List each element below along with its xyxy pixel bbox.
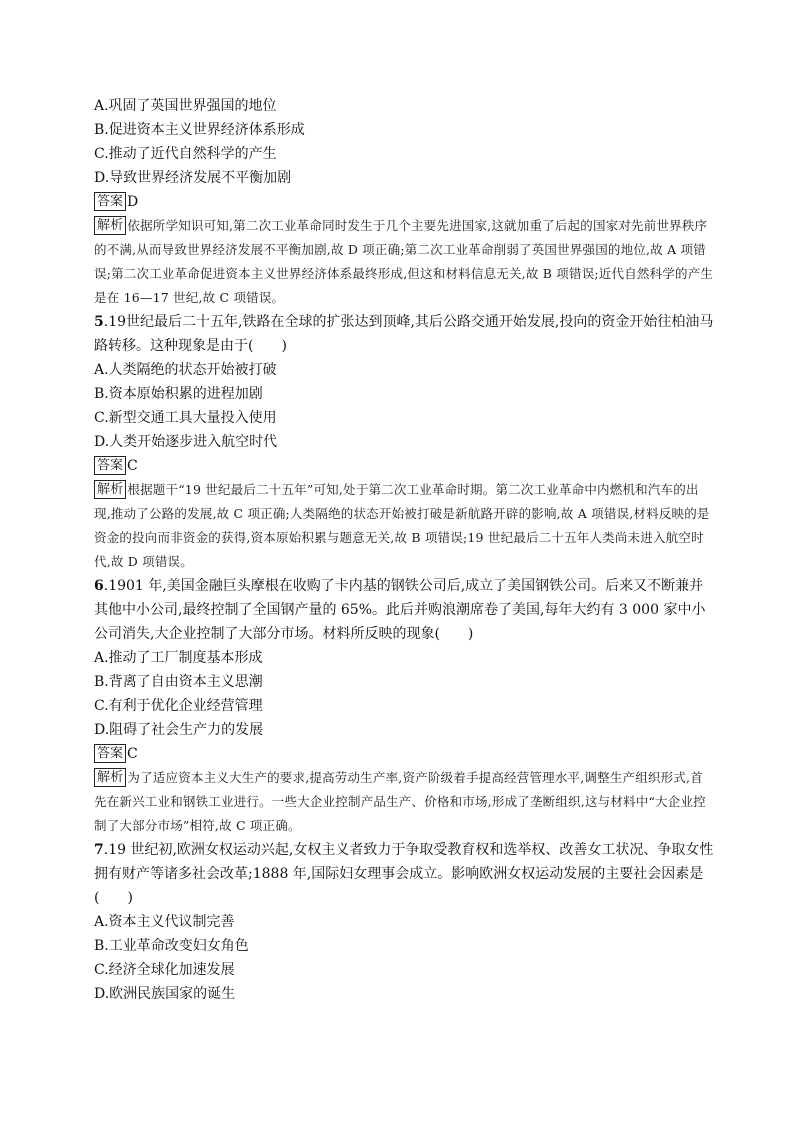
- answer-value: C: [127, 746, 138, 762]
- option-a: A.资本主义代议制完善: [94, 914, 235, 930]
- question-number: 7: [94, 842, 104, 858]
- question-number: 6: [94, 578, 104, 594]
- analysis-text: 根据题干“19 世纪最后二十五年”可知,处于第二次工业革命时期。第二次工业革命中内燃机和汽车的出现,推动了公路的发展,故 C 项正确;人类隔绝的状态开始被打破是新航路开辟的影响,故 A 项错误,材料反映的是资金的投向而非资金的获得,资本原始积累与题意无关,故 B 项错误;19 世纪最后二十五年人类尚未进入航空时代,故 D 项错误。: [94, 482, 710, 569]
- analysis-tag: 解析: [94, 768, 126, 787]
- question-4-continuation: [94, 94, 714, 310]
- analysis-text: 依据所学知识可知,第二次工业革命同时发生于几个主要先进国家,这就加重了后起的国家对先前世界秩序的不满,从而导致世界经济发展不平衡加剧,故 D 项正确;第二次工业革命削弱了英国世界强国的地位,故 A 项错误;第二次工业革命促进资本主义世界经济体系最终形成,但这和材料信息无关,故 B 项错误;近代自然科学的产生是在 16—17 世纪,故 C 项错误。: [94, 218, 714, 305]
- answer-row: [94, 190, 714, 214]
- question-text: .19 世纪初,欧洲女权运动兴起,女权主义者致力于争取受教育权和选举权、改善女工状况、争取女性拥有财产等诸多社会改革;1888 年,国际妇女理事会成立。影响欧洲女权运动发展的主要社会因素是( ): [94, 842, 714, 906]
- analysis-row: [94, 478, 714, 574]
- option-c: C.经济全球化加速发展: [94, 962, 235, 978]
- option-a: A.人类隔绝的状态开始被打破: [94, 362, 277, 378]
- option-d: D.欧洲民族国家的诞生: [94, 986, 236, 1002]
- question-7: [94, 838, 714, 1006]
- analysis-tag: 解析: [94, 216, 126, 235]
- question-stem: [94, 310, 714, 358]
- answer-value: D: [127, 194, 139, 210]
- answer-tag: 答案: [94, 192, 126, 211]
- option-c: C.推动了近代自然科学的产生: [94, 146, 277, 162]
- question-number: 5: [94, 314, 104, 330]
- option-b: B.工业革命改变妇女角色: [94, 938, 249, 954]
- question-stem: [94, 838, 714, 910]
- answer-value: C: [127, 458, 138, 474]
- question-stem: [94, 574, 714, 646]
- option-c: C.有利于优化企业经营管理: [94, 698, 263, 714]
- document-page: [94, 94, 714, 1006]
- option-b: B.促进资本主义世界经济体系形成: [94, 122, 305, 138]
- question-6: [94, 574, 714, 838]
- question-text: .19世纪最后二十五年,铁路在全球的扩张达到顶峰,其后公路交通开始发展,投向的资金开始往柏油马路转移。这种现象是由于( ): [94, 314, 714, 354]
- answer-row: [94, 742, 714, 766]
- question-text: .1901 年,美国金融巨头摩根在收购了卡内基的钢铁公司后,成立了美国钢铁公司。后来又不断兼并其他中小公司,最终控制了全国钢产量的 65%。此后并购浪潮席卷了美国,每年大约有 3 000 家中小公司消失,大企业控制了大部分市场。材料所反映的现象( ): [94, 578, 706, 642]
- answer-tag: 答案: [94, 456, 126, 475]
- question-5: [94, 310, 714, 574]
- option-d: D.导致世界经济发展不平衡加剧: [94, 170, 292, 186]
- answer-tag: 答案: [94, 744, 126, 763]
- option-a: A.巩固了英国世界强国的地位: [94, 98, 277, 114]
- analysis-tag: 解析: [94, 480, 126, 499]
- option-d: D.阻碍了社会生产力的发展: [94, 722, 264, 738]
- analysis-text: 为了适应资本主义大生产的要求,提高劳动生产率,资产阶级着手提高经营管理水平,调整生产组织形式,首先在新兴工业和钢铁工业进行。一些大企业控制产品生产、价格和市场,形成了垄断组织,这与材料中“大企业控制了大部分市场”相符,故 C 项正确。: [94, 770, 706, 833]
- option-d: D.人类开始逐步进入航空时代: [94, 434, 278, 450]
- answer-row: [94, 454, 714, 478]
- analysis-row: [94, 214, 714, 310]
- option-b: B.背离了自由资本主义思潮: [94, 674, 263, 690]
- option-a: A.推动了工厂制度基本形成: [94, 650, 263, 666]
- option-b: B.资本原始积累的进程加剧: [94, 386, 263, 402]
- analysis-row: [94, 766, 714, 838]
- option-c: C.新型交通工具大量投入使用: [94, 410, 277, 426]
